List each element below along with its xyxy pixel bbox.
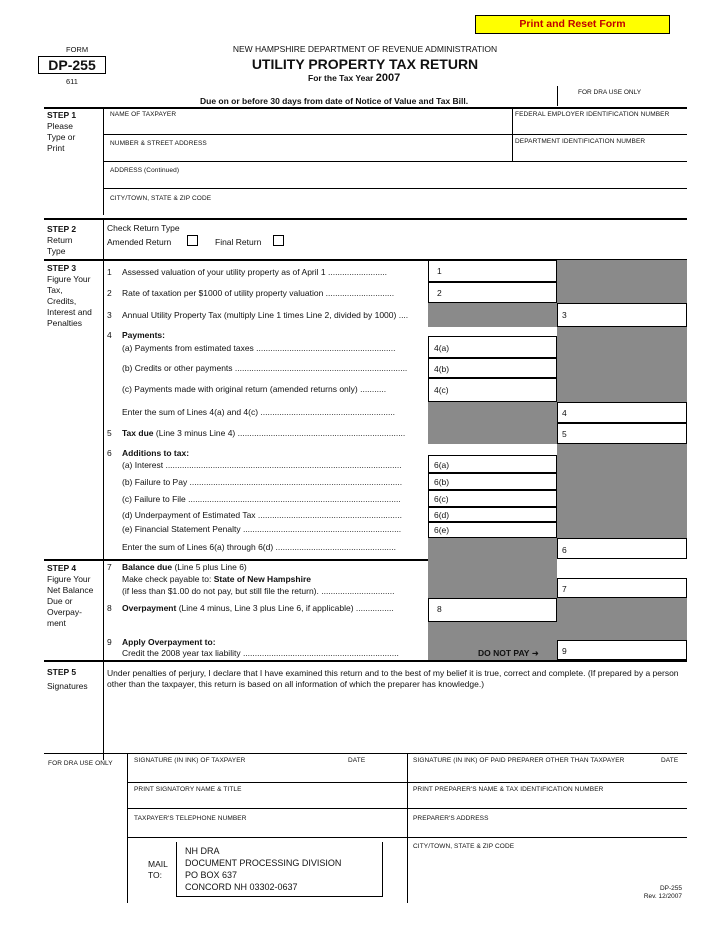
line4-title: Payments: [122,330,166,340]
due-date-note: Due on or before 30 days from date of Notice of Value and Tax Bill. [200,96,469,106]
preparer-date-label: DATE [661,757,679,764]
line3-box[interactable]: 3 [557,303,687,327]
line4c-text: (c) Payments made with original return (amended returns only) ........... [122,384,387,394]
form-code: 611 [66,77,78,86]
line6a-text: (a) Interest .................................................................................................... [122,460,402,470]
form-number: DP-255 [38,56,106,74]
line4c-box[interactable]: 4(c) [428,378,557,402]
name-of-taxpayer-input[interactable] [110,121,505,133]
line6-sum-text: Enter the sum of Lines 6(a) through 6(d) ................................................... [122,542,396,552]
shaded-area-right-line4 [557,327,687,402]
line6e-text: (e) Financial Statement Penalty ................................................................... [122,524,402,534]
footer-revision: Rev. 12/2007 [643,893,682,900]
line7-number: 7 [107,562,112,572]
line2-number: 2 [107,288,112,298]
shaded-area-right-top [557,260,687,303]
line6b-box[interactable]: 6(b) [428,473,557,490]
print-reset-button[interactable]: Print and Reset Form [475,15,670,34]
form-title: UTILITY PROPERTY TAX RETURN [251,56,479,72]
line5-box[interactable]: 5 [557,423,687,444]
line5-number: 5 [107,428,112,438]
line2-text: Rate of taxation per $1000 of utility property valuation ............................. [122,288,395,298]
line6b-text: (b) Failure to Pay .......................................................................................... [122,477,403,487]
for-dra-use-only-header: FOR DRA USE ONLY [578,89,642,96]
line4b-box[interactable]: 4(b) [428,358,557,378]
line6c-box[interactable]: 6(c) [428,490,557,507]
line8-text: Overpayment (Line 4 minus, Line 3 plus Line 6, if applicable) ................ [122,603,394,613]
preparer-name-label: PRINT PREPARER'S NAME & TAX IDENTIFICATION NUMBER [413,786,604,793]
fein-label: FEDERAL EMPLOYER IDENTIFICATION NUMBER [515,111,670,118]
taxpayer-signature-label: SIGNATURE (IN INK) OF TAXPAYER [134,757,246,764]
dept-id-input[interactable] [515,148,680,160]
name-of-taxpayer-label: NAME OF TAXPAYER [110,111,177,118]
form-label: FORM [66,45,89,54]
address-continued-input[interactable] [110,176,680,187]
final-return-label: Final Return [215,237,262,247]
tax-year-value: 2007 [375,72,401,84]
department-name: NEW HAMPSHIRE DEPARTMENT OF REVENUE ADMINISTRATION [232,44,498,54]
line4b-text: (b) Credits or other payments ......................................................................... [122,363,408,373]
line4a-text: (a) Payments from estimated taxes ........................................................... [122,343,396,353]
footer-form-number: DP-255 [659,885,682,892]
preparer-city-label: CITY/TOWN, STATE & ZIP CODE [413,843,515,850]
line7-payable: Make check payable to: State of New Hampshire [122,574,311,584]
step4-label: STEP 4 Figure Your Net Balance Due or Overpay- ment [47,563,94,628]
fein-input[interactable] [515,121,680,133]
line6c-text: (c) Failure to File .......................................................................................... [122,494,401,504]
city-state-zip-input[interactable] [110,204,680,215]
mail-to-label: MAIL TO: [148,859,168,880]
amended-return-checkbox[interactable] [187,235,198,246]
line6d-box[interactable]: 6(d) [428,507,557,522]
shaded-area-right-line8 [557,598,687,640]
line9-title: Apply Overpayment to: [122,637,216,647]
line7-box[interactable]: 7 [557,578,687,598]
line3-number: 3 [107,310,112,320]
arrow-right-icon: ➜ [531,648,539,658]
dra-use-box [557,86,688,106]
shaded-area-mid-line4-5 [428,402,557,444]
tax-year [308,72,508,84]
line8-box[interactable]: 8 [428,598,557,622]
line5-text: Tax due (Line 3 minus Line 4) ....................................................................... [122,428,406,438]
amended-return-label: Amended Return [107,237,172,247]
mail-address: NH DRA DOCUMENT PROCESSING DIVISION PO BOX 637 CONCORD NH 03302-0637 [185,846,342,892]
shaded-area-right-line6 [557,444,687,538]
address-continued-label: ADDRESS (Continued) [110,167,180,174]
shaded-area-mid-line6sum [428,538,557,598]
line1-text: Assessed valuation of your utility property as of April 1 ......................... [122,267,388,277]
line4-sum-text: Enter the sum of Lines 4(a) and 4(c) ......................................................... [122,407,396,417]
shaded-area-mid-line3 [428,303,557,327]
final-return-checkbox[interactable] [273,235,284,246]
preparer-signature-label: SIGNATURE (IN INK) OF PAID PREPARER OTHER THAN TAXPAYER [413,757,625,764]
line6-box[interactable]: 6 [557,538,687,559]
line8-number: 8 [107,603,112,613]
tax-year-label: For the Tax Year [308,73,374,83]
line6d-text: (d) Underpayment of Estimated Tax ............................................................. [122,510,402,520]
line9-number: 9 [107,637,112,647]
line9-box[interactable]: 9 [557,640,687,660]
line6-number: 6 [107,448,112,458]
dept-id-label: DEPARTMENT IDENTIFICATION NUMBER [515,138,646,145]
line1-box[interactable]: 1 [428,260,557,282]
city-state-zip-label: CITY/TOWN, STATE & ZIP CODE [110,195,212,202]
line4a-box[interactable]: 4(a) [428,336,557,358]
perjury-statement: Under penalties of perjury, I declare that I have examined this return and to the best of my belief it is true, correct and complete. (If prepared by a person other than the taxpayer, this return is based on all information of which the preparer has knowledge.) [107,668,679,689]
line3-text: Annual Utility Property Tax (multiply Line 1 times Line 2, divided by 1000) .... [122,310,409,320]
print-signatory-label: PRINT SIGNATORY NAME & TITLE [134,786,242,793]
step3-label: STEP 3 Figure Your Tax, Credits, Interest and Penalties [47,263,92,328]
line1-number: 1 [107,267,112,277]
preparer-address-label: PREPARER'S ADDRESS [413,815,489,822]
step5-label: STEP 5 Signatures [47,667,88,691]
street-address-label: NUMBER & STREET ADDRESS [110,140,207,147]
taxpayer-date-label: DATE [348,757,366,764]
step1-label: STEP 1 Please Type or Print [47,110,77,153]
line6-title: Additions to tax: [122,448,190,458]
line7-text: Balance due (Line 5 plus Line 6) [122,562,247,572]
line2-box[interactable]: 2 [428,282,557,303]
step2-label: STEP 2 Return Type [47,224,77,256]
line6e-box[interactable]: 6(e) [428,522,557,538]
line4-number: 4 [107,330,112,340]
for-dra-use-only-footer: FOR DRA USE ONLY [48,760,113,767]
do-not-pay-label: DO NOT PAY ➜ [478,648,539,658]
line7-note: (if less than $1.00 do not pay, but still file the return). ............................... [122,586,395,596]
check-return-type-label: Check Return Type [107,223,180,233]
taxpayer-phone-label: TAXPAYER'S TELEPHONE NUMBER [134,815,247,822]
line4-box[interactable]: 4 [557,402,687,423]
line9-text: Credit the 2008 year tax liability .................................................................. [122,648,399,658]
street-address-input[interactable] [110,149,505,160]
line6a-box[interactable]: 6(a) [428,455,557,473]
